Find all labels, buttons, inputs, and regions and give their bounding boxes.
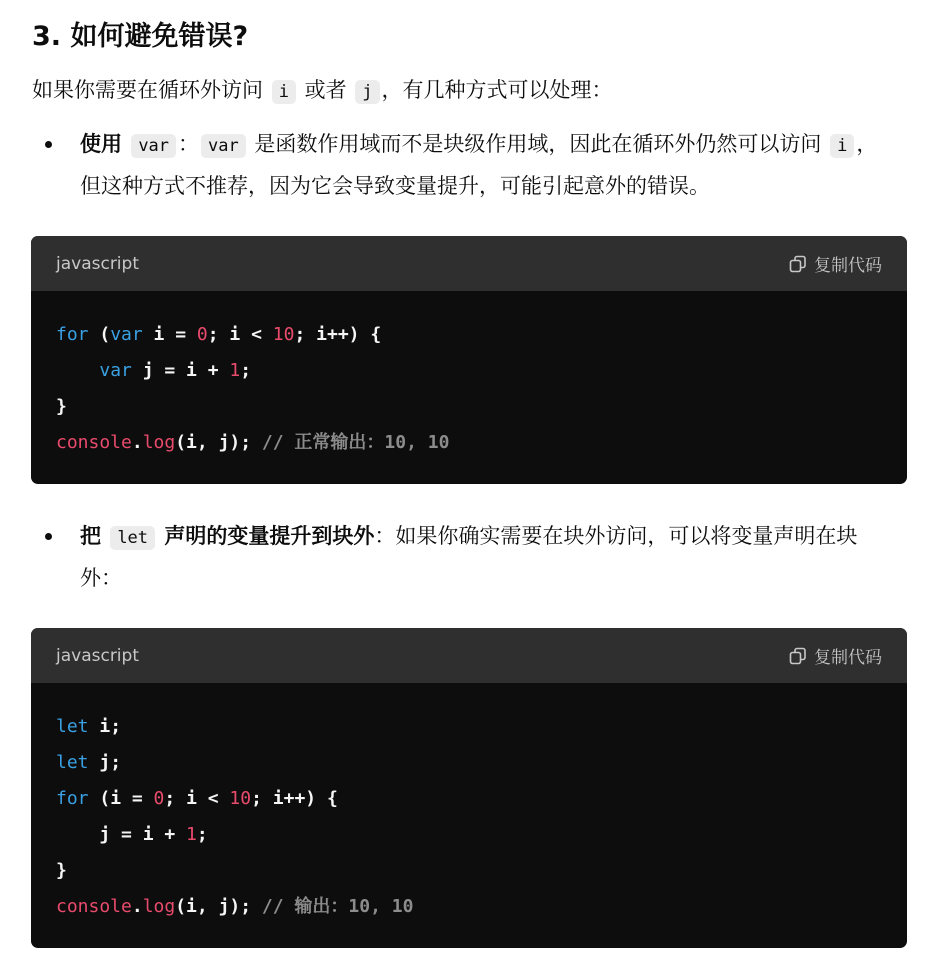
code-token: (i, j); xyxy=(175,896,262,917)
code-token: } xyxy=(56,860,67,881)
bullet-dot xyxy=(45,141,52,148)
code-token: i = xyxy=(142,324,197,345)
bullet-dot xyxy=(45,533,52,540)
code-token: } xyxy=(56,396,67,417)
code-token: . xyxy=(131,896,143,917)
bullet-text: ：如果你确实需要在块外访问，可以将变量声明在块外： xyxy=(80,524,858,590)
code-block xyxy=(31,236,907,484)
copy-code-label: 复制代码 xyxy=(814,256,882,276)
code-token: 10 xyxy=(272,324,295,345)
code-token: let xyxy=(56,752,89,773)
code-token: ; i++) { xyxy=(251,788,338,809)
code-token: // 输出：10, 10 xyxy=(261,896,414,917)
inline-code-i: i xyxy=(830,134,854,158)
code-content xyxy=(31,683,907,925)
code-token: (i = xyxy=(88,788,154,809)
bullet-bold-label: 把 let 声明的变量提升到块外 xyxy=(80,524,375,548)
code-token: // 正常输出：10, 10 xyxy=(261,432,450,453)
bullet-text: ，但这种方式不推荐，因为它会导致变量提升，可能引起意外的错误。 xyxy=(80,132,878,198)
intro-paragraph xyxy=(32,76,613,106)
copy-code-button[interactable] xyxy=(788,251,882,276)
code-token: log xyxy=(142,432,176,453)
code-block-header xyxy=(31,628,907,683)
code-line xyxy=(56,353,882,389)
bullet-colon: ： xyxy=(178,132,200,156)
code-token: ; i < xyxy=(164,788,230,809)
code-line xyxy=(56,389,882,425)
code-token: console xyxy=(56,432,132,453)
inline-code-var: var xyxy=(201,134,246,158)
code-line xyxy=(56,709,882,745)
code-token: . xyxy=(131,432,143,453)
code-line xyxy=(56,817,882,853)
section-heading: 3. 如何避免错误? xyxy=(32,21,249,52)
code-line xyxy=(56,781,882,817)
code-token: ( xyxy=(88,324,111,345)
code-token: 1 xyxy=(229,360,241,381)
code-block xyxy=(31,628,907,948)
code-token: 10 xyxy=(229,788,252,809)
code-token: j = i + xyxy=(56,824,187,845)
inline-code-var: var xyxy=(131,134,176,158)
copy-code-label: 复制代码 xyxy=(814,648,882,668)
code-token: log xyxy=(142,896,176,917)
code-token: j = i + xyxy=(131,360,230,381)
code-token xyxy=(56,360,99,381)
code-token: 1 xyxy=(186,824,197,845)
bullet-use-var xyxy=(48,124,888,206)
inline-code-j: j xyxy=(355,80,379,104)
code-token: ; xyxy=(196,824,208,845)
code-token: (i, j); xyxy=(175,432,262,453)
copy-code-button[interactable] xyxy=(788,643,882,668)
code-line xyxy=(56,425,882,461)
intro-text-before: 如果你需要在循环外访问 xyxy=(32,78,270,102)
code-token: for xyxy=(56,324,89,345)
code-token: ; i < xyxy=(207,324,273,345)
code-token: for xyxy=(56,788,89,809)
bullet-text: 是函数作用域而不是块级作用域，因此在循环外仍然可以访问 xyxy=(247,132,829,156)
code-content xyxy=(31,291,907,461)
code-line xyxy=(56,889,882,925)
copy-icon xyxy=(788,254,808,274)
code-token: var xyxy=(99,360,132,381)
code-token: ; i++) { xyxy=(294,324,382,345)
code-token: 0 xyxy=(196,324,208,345)
inline-code-i: i xyxy=(272,80,296,104)
code-line xyxy=(56,853,882,889)
copy-icon xyxy=(788,646,808,666)
code-token: ; xyxy=(240,360,252,381)
code-token: j; xyxy=(88,752,122,773)
code-language-label: javascript xyxy=(56,645,139,666)
code-token: let xyxy=(56,716,89,737)
code-line xyxy=(56,745,882,781)
code-token: var xyxy=(110,324,143,345)
bullet-bold-label: 使用 var xyxy=(80,132,178,156)
code-token: 0 xyxy=(153,788,165,809)
intro-text-mid: 或者 xyxy=(297,78,354,102)
bullet-hoist-let xyxy=(48,516,888,598)
code-token: console xyxy=(56,896,132,917)
inline-code-let: let xyxy=(110,526,155,550)
code-line xyxy=(56,317,882,353)
code-block-header xyxy=(31,236,907,291)
intro-text-after: ，有几种方式可以处理： xyxy=(381,78,613,102)
code-token: i; xyxy=(88,716,122,737)
code-language-label: javascript xyxy=(56,253,139,274)
